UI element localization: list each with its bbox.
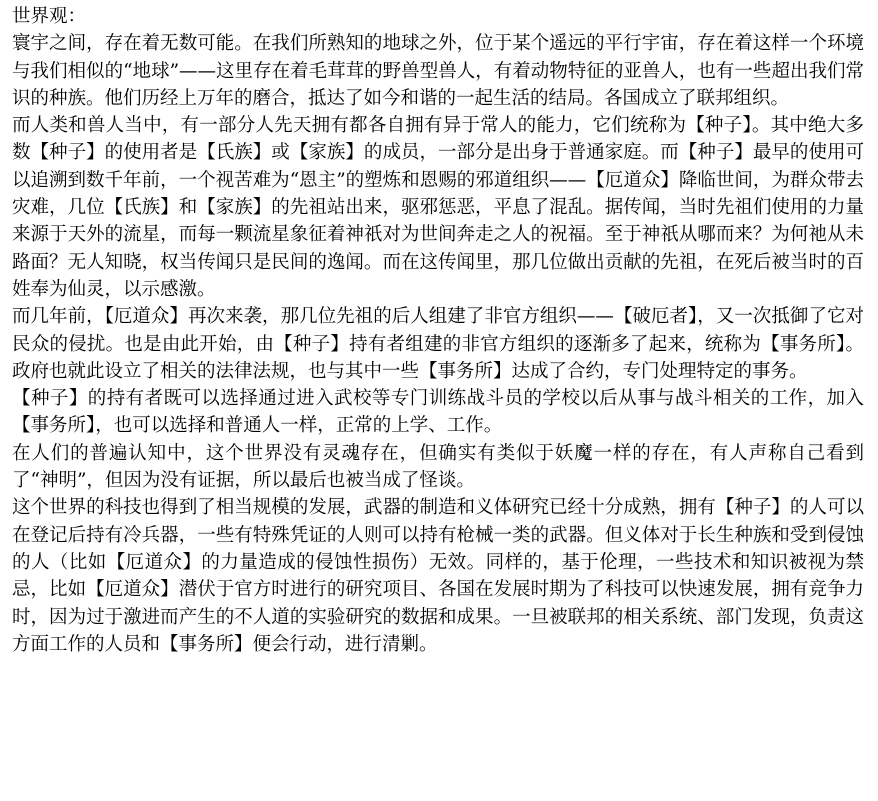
paragraph-technology: 这个世界的科技也得到了相当规模的发展，武器的制造和义体研究已经十分成熟，拥有【种子】的人可以在登记后持有冷兵器，一些有特殊凭证的人则可以持有枪械一类的武器。但义体对于长生种族和受到侵蚀的人（比如【厄道众】的力量造成的侵蚀性损伤）无效。同样的，基于伦理，一些技术和知识被视为禁忌，比如【厄道众】潜伏于官方时进行的研究项目、各国在发展时期为了科技可以快速发展，拥有竞争力时，因为过于激进而产生的不人道的实验研究的数据和成果。一旦被联邦的相关系统、部门发现，负责这方面工作的人员和【事务所】便会行动，进行清剿。 bbox=[12, 497, 864, 655]
paragraph-agencies: 而几年前，【厄道众】再次来袭，那几位先祖的后人组建了非官方组织——【破厄者】，又一次抵御了它对民众的侵扰。也是由此开始，由【种子】持有者组建的非官方组织的逐渐多了起来，统称为【事务所】。政府也就此设立了相关的法律法规，也与其中一些【事务所】达成了合约，专门处理特定的事务。 bbox=[12, 306, 864, 382]
paragraph-seeds-origin: 而人类和兽人当中，有一部分人先天拥有都各自拥有异于常人的能力，它们统称为【种子】。其中绝大多数【种子】的使用者是【氏族】或【家族】的成员，一部分是出身于普通家庭。而【种子】最早的使用可以追溯到数千年前，一个视苦难为“恩主”的塑炼和恩赐的邪道组织——【厄道众】降临世间，为群众带去灾难，几位【氏族】和【家族】的先祖站出来，驱邪惩恶，平息了混乱。据传闻，当时先祖们使用的力量来源于天外的流星，而每一颗流星象征着神祇对为世间奔走之人的祝福。至于神祇从哪而来？为何祂从未路面？无人知晓，权当传闻只是民间的逸闻。而在这传闻里，那几位做出贡献的先祖，在死后被当时的百姓奉为仙灵，以示感激。 bbox=[12, 115, 864, 300]
paragraph-souls: 在人们的普遍认知中，这个世界没有灵魂存在，但确实有类似于妖魔一样的存在，有人声称自己看到了“神明”，但因为没有证据，所以最后也被当成了怪谈。 bbox=[12, 442, 864, 492]
paragraph-seed-holders: 【种子】的持有者既可以选择通过进入武校等专门训练战斗员的学校以后从事与战斗相关的工作，加入【事务所】，也可以选择和普通人一样，正常的上学、工作。 bbox=[12, 388, 864, 437]
document-title: 世界观： bbox=[12, 6, 87, 27]
paragraph-intro: 寰宇之间，存在着无数可能。在我们所熟知的地球之外，位于某个遥远的平行宇宙，存在着这样一个环境与我们相似的“地球”——这里存在着毛茸茸的野兽型兽人，有着动物特征的亚兽人，也有一些超出我们常识的种族。他们历经上万年的磨合，抵达了如今和谐的一起生活的结局。各国成立了联邦组织。 bbox=[12, 33, 864, 109]
